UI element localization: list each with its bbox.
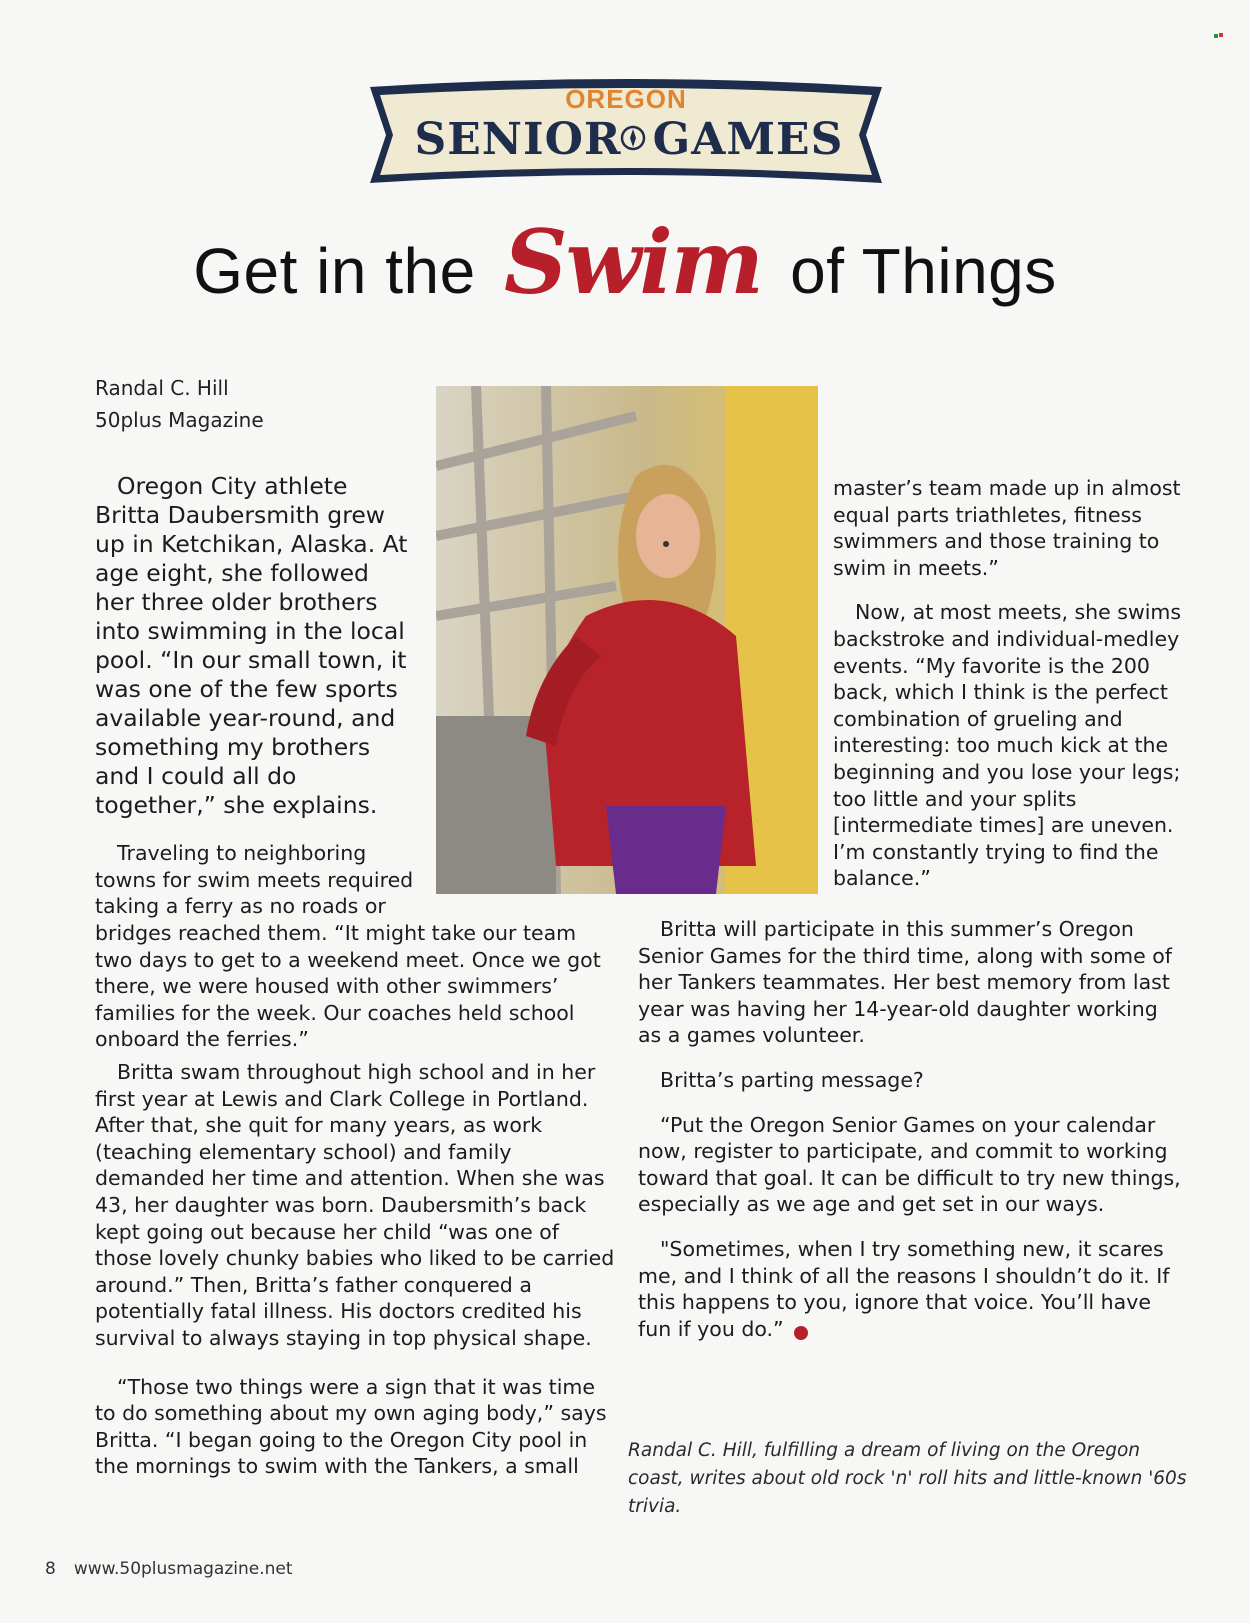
article-intro [95,472,415,820]
footer-url[interactable]: www.50plusmagazine.net [73,1559,293,1579]
article-right-column-top [833,475,1183,892]
athlete-photo [436,386,818,894]
quote2-text: "Sometimes, when I try something new, it scares me, and I think of all the reasons I shouldn’t do it. If this happens to you, ignore that voice. You’ll have fun if you do.” [638,1236,1170,1341]
headline-highlight: Swim [504,210,762,314]
article-right-column-bottom [638,916,1183,1342]
page-footer [45,1559,293,1579]
author-bio: Randal C. Hill, fulfilling a dream of living on the Oregon coast, writes about old rock 'n' roll hits and little-known '60s trivia. [628,1440,1187,1517]
college-paragraph: Britta swam throughout high school and in her first year at Lewis and Clark College in Portland. After that, she quit for many years, as work (teaching elementary school) and family demanded her time and attention. When she was 43, her daughter was born. Daubersmith’s back kept going out because her child “was one of those lovely chunky babies who liked to be carried around.” Then, Britta’s father conquered a potentially fatal illness. His doctors credited his survival to always staying in top physical shape. [95,1059,615,1350]
logo-oregon-text: OREGON [565,84,687,114]
parting-paragraph: Britta’s parting message? [660,1067,924,1092]
travel-paragraph-start: Traveling to neighboring towns for swim meets required taking a ferry as no roads or [95,841,414,919]
quote2-paragraph [638,1236,1183,1342]
sign-paragraph: “Those two things were a sign that it was time to do something about my own aging body,” says Britta. “I began going to the Oregon City pool in the mornings to swim with the Tankers, a small [95,1374,607,1479]
article-headline [0,210,1250,314]
oregon-senior-games-logo [356,75,896,195]
end-mark-icon [794,1326,808,1340]
article-left-column [95,920,615,1480]
logo-senior-text: SENIOR [414,114,622,165]
byline-publication: 50plus Magazine [95,408,264,432]
meets-paragraph: Now, at most meets, she swims backstroke and individual-medley events. “My favorite is the 200 back, which I think is the perfect combination of grueling and interesting: too much kick at the beginning and you lose your legs; too little and your splits [intermediate times] are uneven. I’m constantly trying to find the balance.” [833,600,1182,891]
headline-after: of Things [790,235,1057,307]
travel-paragraph-end: bridges reached them. “It might take our team two days to get to a weekend meet. Once we got there, we were housed with other swimmers’ families for the week. Our coaches held school onboard the ferries.” [95,921,601,1052]
intro-paragraph: Oregon City athlete Britta Daubersmith grew up in Ketchikan, Alaska. At age eight, she followed her three older brothers into swimming in the local pool. “In our small town, it was one of the few sports available year-round, and something my brothers and I could all do together,” she explains. [95,472,408,819]
page-number: 8 [45,1559,56,1579]
masters-paragraph: master’s team made up in almost equal parts triathletes, fitness swimmers and those training to swim in meets.” [833,476,1181,580]
byline [95,372,264,436]
byline-author: Randal C. Hill [95,376,229,400]
article-travel-narrow [95,840,420,920]
headline-before: Get in the [193,235,476,307]
corner-mark-icon [1214,32,1224,40]
participate-paragraph: Britta will participate in this summer’s Oregon Senior Games for the third time, along with some of her Tankers teammates. Her best memory from last year was having her 14-year-old daughter working as a games volunteer. [638,917,1172,1048]
quote1-paragraph: “Put the Oregon Senior Games on your calendar now, register to participate, and commit to working toward that goal. It can be difficult to try new things, especially as we age and get set in our ways. [638,1112,1181,1217]
logo-games-text: GAMES [652,114,844,165]
